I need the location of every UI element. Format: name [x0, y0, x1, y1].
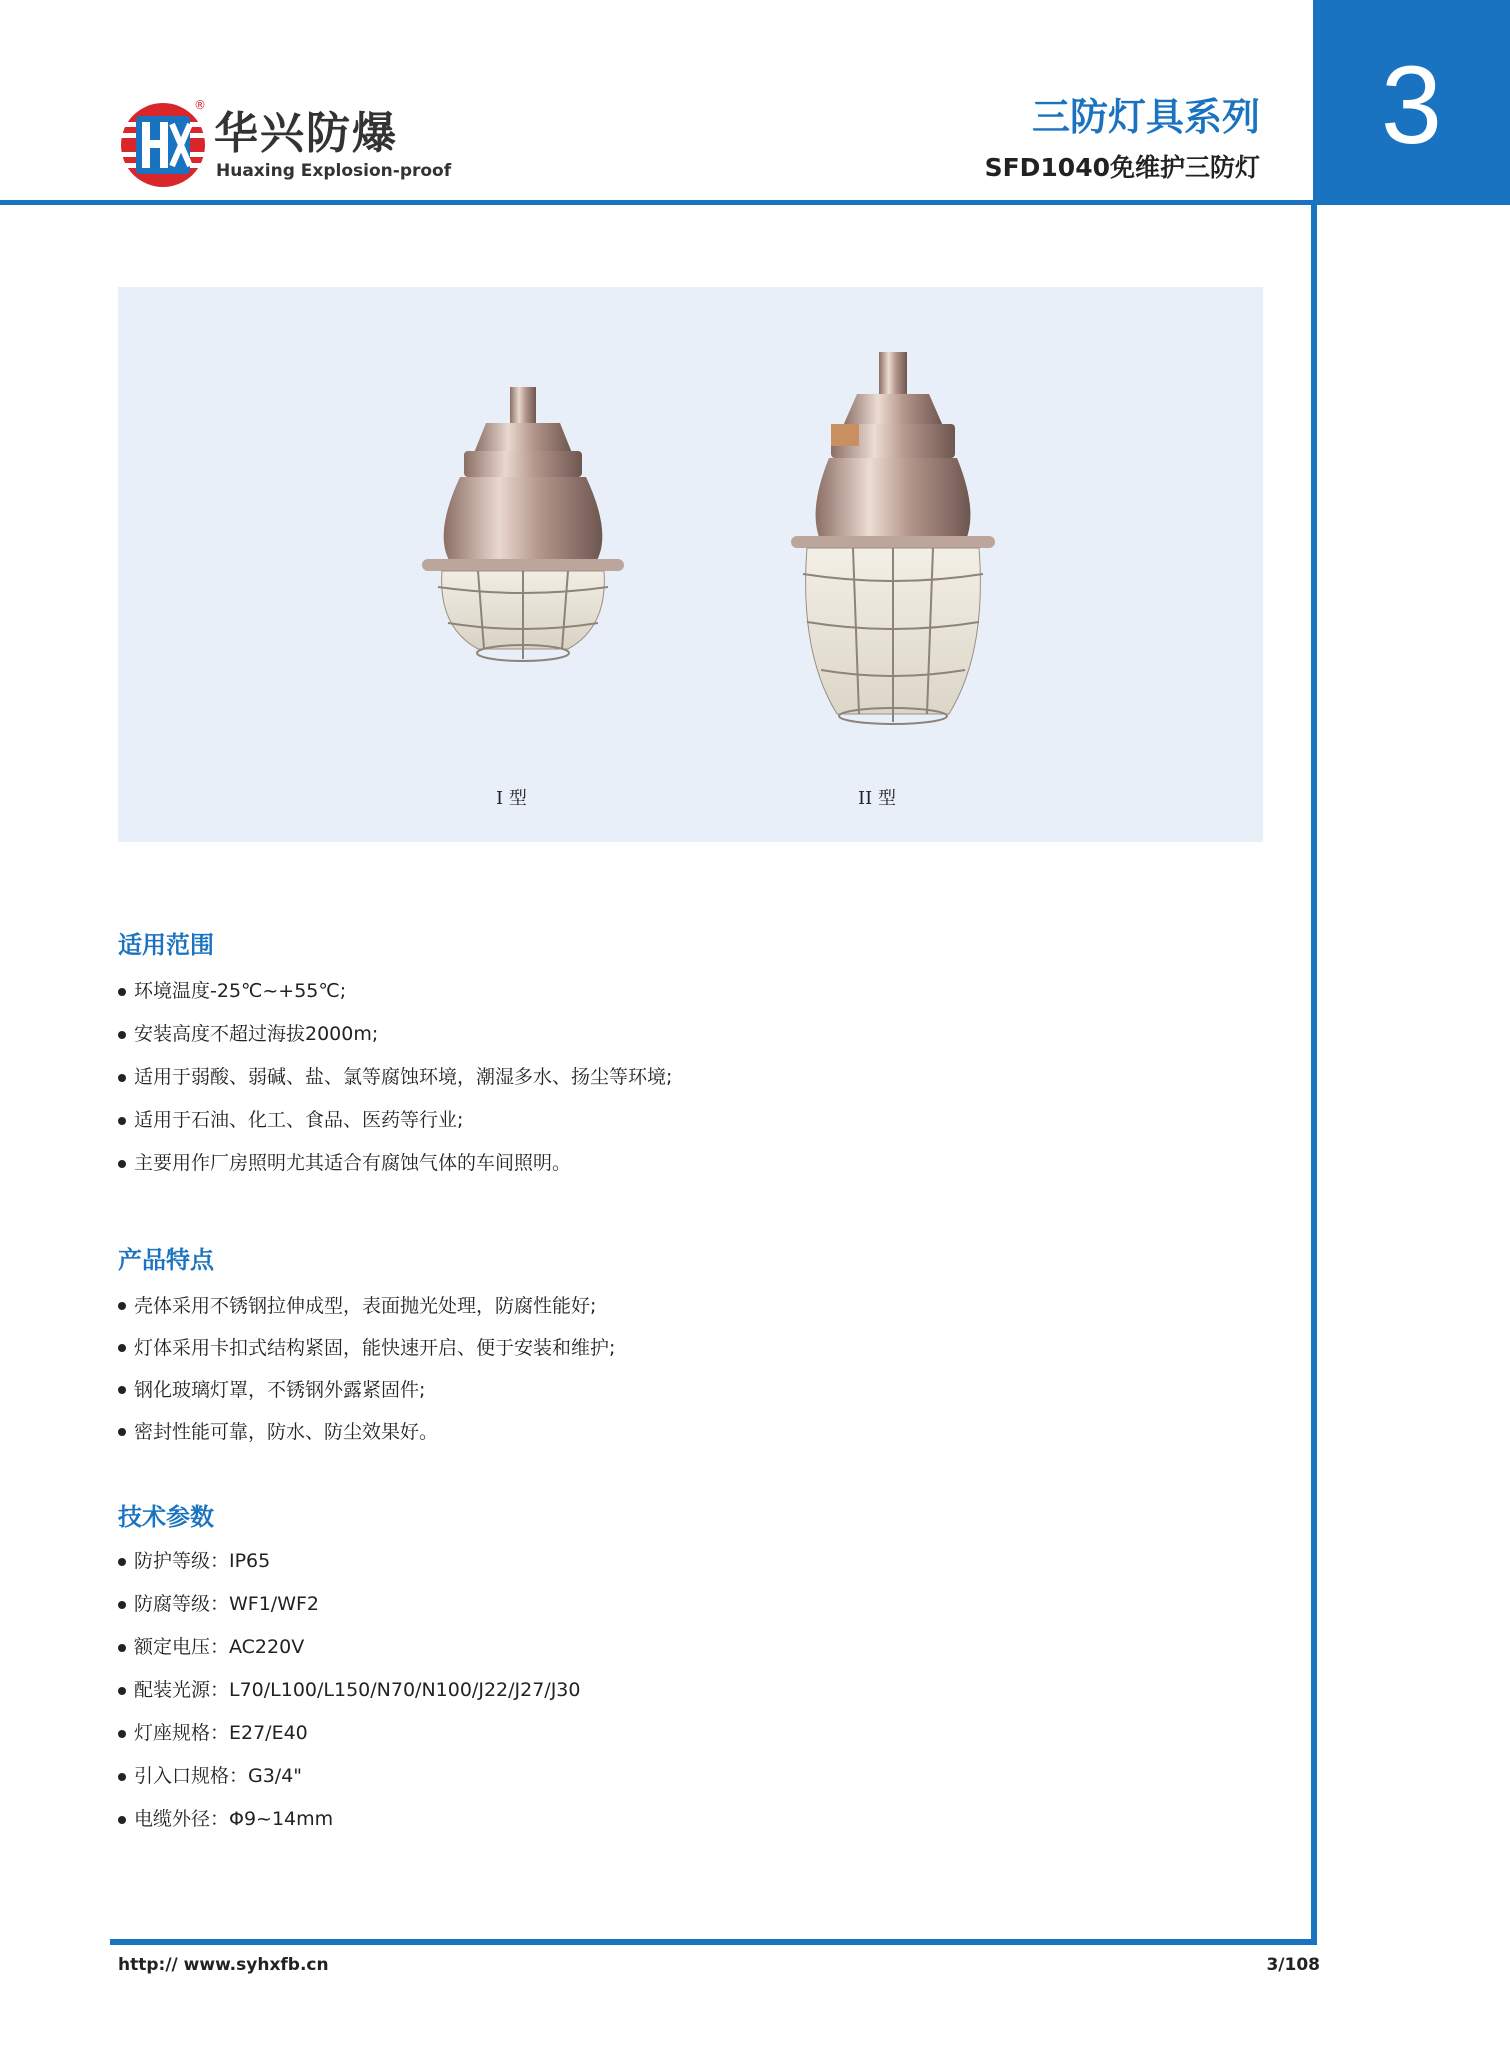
features-section-title: 产品特点 — [118, 1246, 214, 1274]
list-item: 安装高度不超过海拔2000m; — [118, 1013, 672, 1056]
logo-emblem-icon — [118, 100, 208, 190]
list-item: 电缆外径：Φ9~14mm — [118, 1798, 580, 1841]
list-item: 密封性能可靠，防水、防尘效果好。 — [118, 1411, 615, 1453]
list-item: 配装光源：L70/L100/L150/N70/N100/J22/J27/J30 — [118, 1669, 580, 1712]
page-number: 3/108 — [1266, 1955, 1320, 1975]
brand-name-cn: 华兴防爆 — [214, 108, 398, 159]
product-photo-panel — [118, 287, 1263, 842]
list-item: 防腐等级：WF1/WF2 — [118, 1583, 580, 1626]
model-title: SFD1040免维护三防灯 — [984, 153, 1260, 182]
scope-section-title: 适用范围 — [118, 931, 214, 959]
list-item: 额定电压：AC220V — [118, 1626, 580, 1669]
specs-section-title: 技术参数 — [118, 1503, 214, 1531]
list-item: 灯座规格：E27/E40 — [118, 1712, 580, 1755]
specs-list — [118, 1540, 580, 1841]
list-item: 主要用作厂房照明尤其适合有腐蚀气体的车间照明。 — [118, 1142, 672, 1185]
footer-rule — [110, 1939, 1317, 1945]
list-item: 适用于石油、化工、食品、医药等行业; — [118, 1099, 672, 1142]
chapter-number: 3 — [1380, 44, 1443, 167]
list-item: 壳体采用不锈钢拉伸成型，表面抛光处理，防腐性能好; — [118, 1285, 615, 1327]
lamp-type1-image — [408, 387, 638, 707]
series-title: 三防灯具系列 — [1031, 95, 1260, 139]
list-item: 灯体采用卡扣式结构紧固，能快速开启、便于安装和维护; — [118, 1327, 615, 1369]
list-item: 防护等级：IP65 — [118, 1540, 580, 1583]
brand-logo — [118, 98, 452, 190]
header-rule — [0, 200, 1313, 205]
lamp-type2-caption: II 型 — [858, 788, 896, 809]
footer-url-link[interactable]: http:// www.syhxfb.cn — [118, 1955, 329, 1975]
right-rule — [1311, 200, 1317, 1945]
list-item: 适用于弱酸、弱碱、盐、氯等腐蚀环境，潮湿多水、扬尘等环境; — [118, 1056, 672, 1099]
lamp-type2-image — [773, 352, 1013, 737]
chapter-tab — [1313, 0, 1510, 205]
list-item: 环境温度-25℃~+55℃; — [118, 970, 672, 1013]
list-item: 钢化玻璃灯罩，不锈钢外露紧固件; — [118, 1369, 615, 1411]
scope-list — [118, 970, 672, 1185]
brand-name-en: Huaxing Explosion-proof — [216, 161, 452, 181]
list-item: 引入口规格：G3/4" — [118, 1755, 580, 1798]
features-list — [118, 1285, 615, 1453]
lamp-type1-caption: I 型 — [496, 788, 527, 809]
registered-mark: ® — [194, 98, 206, 112]
